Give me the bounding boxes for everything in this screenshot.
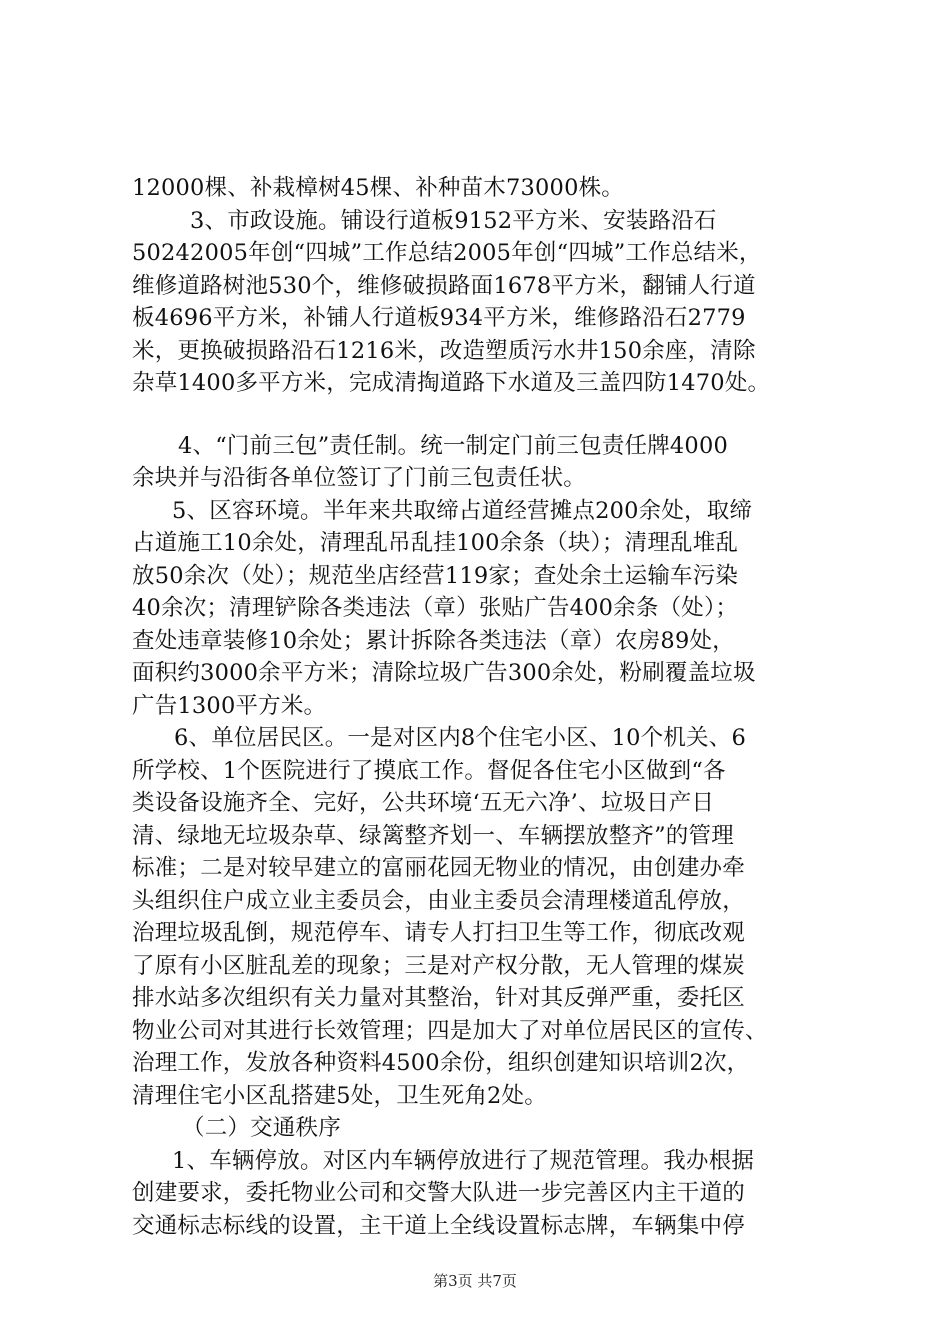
paragraph-start: 1、车辆停放。对区内车辆停放进行了规范管理。我办根据 bbox=[172, 1147, 755, 1174]
section-heading: （二）交通秩序 bbox=[182, 1115, 341, 1141]
paragraph-start: 6、单位居民区。一是对区内8个住宅小区、10个机关、6 bbox=[174, 725, 746, 751]
text-line: 物业公司对其进行长效管理；四是加大了对单位居民区的宣传、 bbox=[132, 1017, 768, 1044]
paragraph-start: 5、区容环境。半年来共取缔占道经营摊点200余处，取缔 bbox=[172, 497, 753, 524]
text-line: 面积约3000余平方米；清除垃圾广告300余处，粉刷覆盖垃圾 bbox=[132, 660, 756, 686]
text-line: 放50余次（处）；规范坐店经营119家；查处余土运输车污染 bbox=[132, 562, 739, 589]
text-line: 广告1300平方米。 bbox=[132, 692, 327, 719]
text-line: 排水站多次组织有关力量对其整治，针对其反弹严重，委托区 bbox=[132, 985, 745, 1011]
text-line: 类设备设施齐全、完好，公共环境‘五无六净’、垃圾日产日 bbox=[132, 790, 715, 816]
text-line: 清、绿地无垃圾杂草、绿篱整齐划一、车辆摆放整齐”的管理 bbox=[132, 822, 734, 849]
text-line: 查处违章装修10余处；累计拆除各类违法（章）农房89处， bbox=[132, 627, 735, 654]
text-line: 维修道路树池530个，维修破损路面1678平方米，翻铺人行道 bbox=[132, 272, 756, 299]
text-line: 清理住宅小区乱搭建5处，卫生死角2处。 bbox=[132, 1082, 547, 1109]
text-line: 米，更换破损路沿石1216米，改造塑质污水井150余座，清除 bbox=[132, 337, 756, 364]
document-body bbox=[132, 172, 826, 1242]
paragraph-gap bbox=[132, 400, 826, 430]
paragraph-start: 4、“门前三包”责任制。统一制定门前三包责任牌4000 bbox=[178, 432, 728, 459]
text-line: 占道施工10余处，清理乱吊乱挂100余条（块）；清理乱堆乱 bbox=[132, 530, 739, 556]
text-line: 头组织住户成立业主委员会，由业主委员会清理楼道乱停放， bbox=[132, 887, 745, 914]
text-line: 50242005年创“四城”工作总结2005年创“四城”工作总结米， bbox=[132, 240, 762, 266]
text-line: 12000棵、补栽樟树45棵、补种苗木73000株。 bbox=[132, 175, 624, 201]
text-line: 板4696平方米，补铺人行道板934平方米，维修路沿石2779 bbox=[132, 305, 746, 331]
text-line: 治理垃圾乱倒，规范停车、请专人打扫卫生等工作，彻底改观 bbox=[132, 920, 745, 946]
page-number-footer: 第3页 共7页 bbox=[433, 1272, 517, 1290]
text-line: 创建要求，委托物业公司和交警大队进一步完善区内主干道的 bbox=[132, 1180, 745, 1206]
text-line: 标准；二是对较早建立的富丽花园无物业的情况，由创建办牵 bbox=[132, 855, 745, 881]
text-line: 交通标志标线的设置，主干道上全线设置标志牌，车辆集中停 bbox=[132, 1212, 745, 1239]
text-line: 治理工作，发放各种资料4500余份，组织创建知识培训2次， bbox=[132, 1050, 750, 1076]
text-line: 40余次；清理铲除各类违法（章）张贴广告400余条（处）； bbox=[132, 595, 739, 621]
paragraph-start: 3、市政设施。铺设行道板9152平方米、安装路沿石 bbox=[190, 207, 717, 234]
text-line: 杂草1400多平方米，完成清掏道路下水道及三盖四防1470处。 bbox=[132, 370, 771, 396]
text-line: 了原有小区脏乱差的现象；三是对产权分散，无人管理的煤炭 bbox=[132, 952, 745, 979]
text-line: 余块并与沿街各单位签订了门前三包责任状。 bbox=[132, 465, 587, 491]
text-line: 所学校、1个医院进行了摸底工作。督促各住宅小区做到“各 bbox=[132, 757, 726, 784]
